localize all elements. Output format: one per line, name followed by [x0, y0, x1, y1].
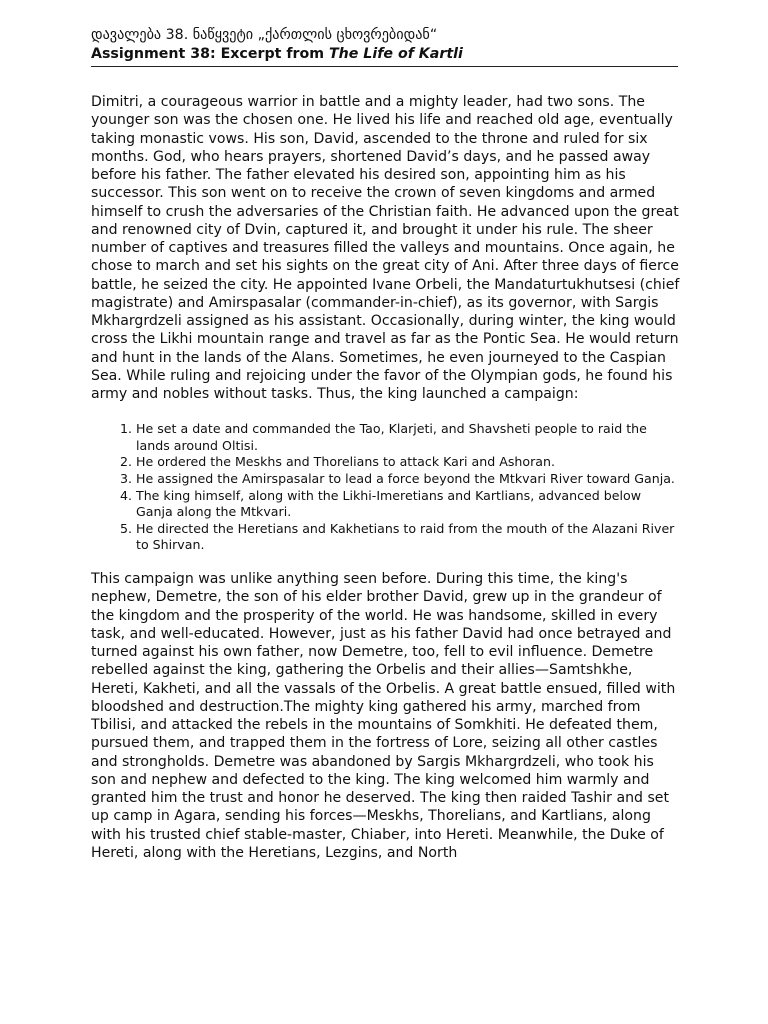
list-item: 4. The king himself, along with the Likhi-Imeretians and Kartlians, advanced below Ganja along the Mtkvari.: [136, 488, 681, 521]
paragraph-2: This campaign was unlike anything seen before. During this time, the king's nephew, Demetre, the son of his elder brother David, grew up in the grandeur of the kingdom and the prosperity of the world. He was handsome, skilled in every task, and well-educated. However, just as his father David had once betrayed and turned against his own father, now Demetre, too, fell to evil influence. Demetre rebelled against the king, gathering the Orbelis and their allies—Samtshkhe, Hereti, Kakheti, and all the vassals of the Orbelis. A great battle ensued, filled with bloodshed and destruction.The mighty king gathered his army, marched from Tbilisi, and attacked the rebels in the mountains of Somkhiti. He defeated them, pursued them, and trapped them in the fortress of Lore, seizing all other castles and strongholds. Demetre was abandoned by Sargis Mkhargrdzeli, who took his son and nephew and defected to the king. The king welcomed him warmly and granted him the trust and honor he deserved. The king then raided Tashir and set up camp in Agara, sending his forces—Meskhs, Thorelians, and Kartlians, along with his trusted chief stable-master, Chiaber, into Hereti. Meanwhile, the Duke of Hereti, along with the Heretians, Lezgins, and North: [91, 571, 676, 861]
document-header: [91, 26, 678, 67]
list-item: 1. He set a date and commanded the Tao, Klarjeti, and Shavsheti people to raid the lands around Oltisi.: [136, 421, 681, 454]
title-georgian: დავალება 38. ნაწყვეტი „ქართლის ცხოვრებიდან“: [91, 27, 438, 43]
list-item: 2. He ordered the Meskhs and Thorelians to attack Kari and Ashoran.: [136, 454, 681, 471]
title-english: [91, 45, 678, 63]
paragraph-1: Dimitri, a courageous warrior in battle and a mighty leader, had two sons. The younger son was the chosen one. He lived his life and reached old age, eventually taking monastic vows. His son, David, ascended to the throne and ruled for six months. God, who hears prayers, shortened David’s days, and he passed away before his father. The father elevated his desired son, appointing him as his successor. This son went on to receive the crown of seven kingdoms and armed himself to crush the adversaries of the Christian faith. He advanced upon the great and renowned city of Dvin, captured it, and brought it under his rule. The sheer number of captives and treasures filled the valleys and mountains. Once again, he chose to march and set his sights on the great city of Ani. After three days of fierce battle, he seized the city. He appointed Ivane Orbeli, the Mandaturtukhutsesi (chief magistrate) and Amirspasalar (commander-in-chief), as its governor, with Sargis Mkhargrdzeli assigned as his assistant. Occasionally, during winter, the king would cross the Likhi mountain range and travel as far as the Pontic Sea. He would return and hunt in the lands of the Alans. Sometimes, he even journeyed to the Caspian Sea. While ruling and rejoicing under the favor of the Olympian gods, he found his army and nobles without tasks. Thus, the king launched a campaign:: [91, 94, 680, 402]
title-english-prefix: Assignment 38: Excerpt from: [91, 46, 329, 62]
list-item: 3. He assigned the Amirspasalar to lead a force beyond the Mtkvari River toward Ganja.: [136, 471, 681, 488]
document-page: [91, 26, 681, 862]
list-item: 5. He directed the Heretians and Kakhetians to raid from the mouth of the Alazani River to Shirvan.: [136, 521, 681, 554]
title-english-italic: The Life of Kartli: [328, 46, 463, 62]
campaign-list: [91, 421, 681, 554]
